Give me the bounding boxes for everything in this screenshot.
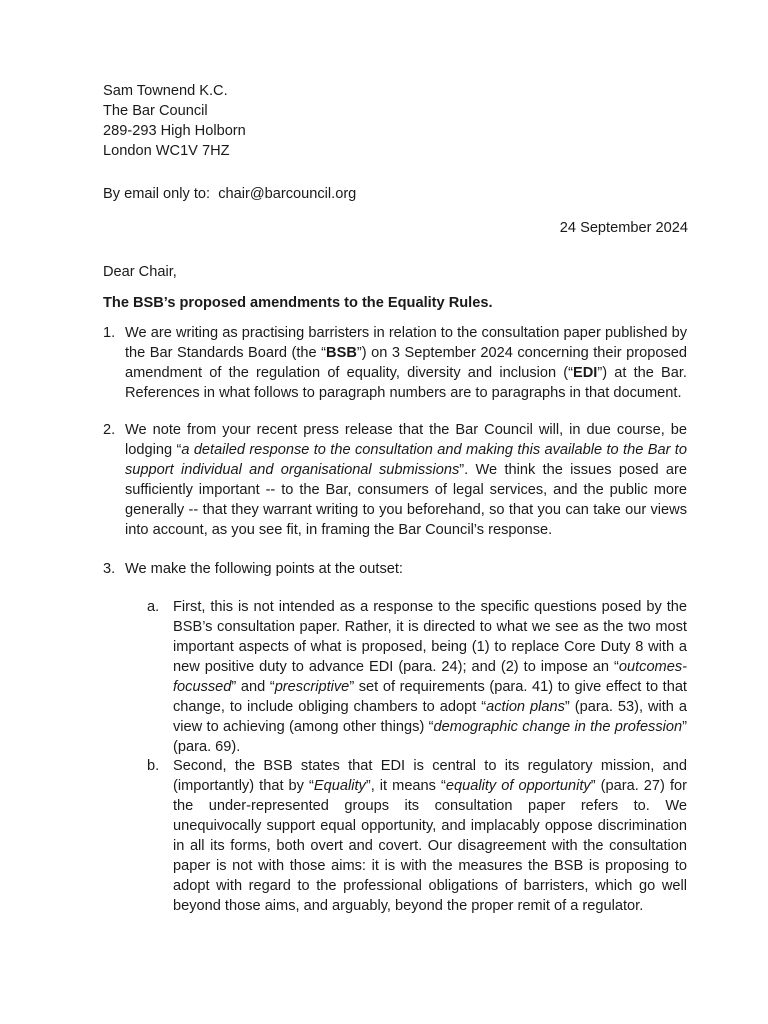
recipient-street: 289-293 High Holborn: [103, 123, 246, 139]
subpoint-b: [147, 756, 687, 916]
text-run: First, this is not intended as a response to the specific questions posed by the BSB’s consultation paper. Rather, it is directed to what we see as the two most important aspects of what is proposed, being (1) to replace Core Duty 8 with a new positive duty to advance EDI (para. 24); and (2) to impose an “: [173, 599, 687, 675]
paragraph-number: 1.: [103, 325, 116, 341]
salutation: Dear Chair,: [103, 264, 177, 280]
text-run: ” (para. 53), with a view to achieving (among other things) “: [173, 699, 688, 735]
paragraph-1: [103, 323, 687, 403]
text-run: ”. We think the issues posed are sufficiently important -- to the Bar, consumers of legal services, and the public more generally -- that they warrant writing to you beforehand, so that you can take our views into account, as you see fit, in framing the Bar Council’s response.: [125, 462, 688, 538]
paragraph-2: [103, 420, 687, 540]
paragraph-3: [103, 559, 687, 579]
paragraph-text: [125, 323, 687, 403]
italic-quote: prescriptive: [274, 679, 350, 695]
text-run: ”, it means “: [365, 778, 446, 794]
text-run: ” set of requirements (para. 41) to give effect to that change, to include obliging chambers to adopt “: [173, 679, 687, 715]
text-run: ” (para. 69).: [173, 719, 687, 755]
recipient-name: Sam Townend K.C.: [103, 83, 228, 99]
recipient-city: London WC1V 7HZ: [103, 143, 230, 159]
email-line: [103, 184, 663, 204]
subpoint-text: [173, 597, 687, 757]
letter-date: 24 September 2024: [559, 220, 688, 236]
italic-quote: outcomes-focussed: [173, 659, 687, 695]
quoted-press-release: a detailed response to the consultation and making this available to the Bar to support individual and organisational submissions: [125, 442, 687, 478]
italic-quote: demographic change in the profession: [433, 719, 683, 735]
subpoint-a: [147, 597, 687, 757]
italic-quote: equality of opportunity: [445, 778, 591, 794]
recipient-organisation: The Bar Council: [103, 103, 208, 119]
text-run: We are writing as practising barristers in relation to the consultation paper published by the Bar Standards Board (the “: [125, 325, 687, 361]
text-run: We note from your recent press release that the Bar Council will, in due course, be lodging “: [125, 422, 687, 458]
bold-term-edi: EDI: [573, 365, 598, 381]
text-run: ”) at the Bar. References in what follows to paragraph numbers are to paragraphs in that document.: [125, 365, 687, 401]
subpoint-text: [173, 756, 687, 916]
subpoint-number: a.: [147, 599, 160, 615]
subject-heading: The BSB’s proposed amendments to the Equality Rules.: [103, 295, 493, 311]
subpoint-number: b.: [147, 758, 160, 774]
email-prefix: By email only to:: [103, 186, 211, 202]
italic-quote: action plans: [486, 699, 565, 715]
email-address: chair@barcouncil.org: [218, 186, 357, 202]
text-run: Second, the BSB states that EDI is central to its regulatory mission, and (importantly) that by “: [173, 758, 687, 794]
text-run: ” and “: [231, 679, 275, 695]
text-run: ”) on 3 September 2024 concerning their proposed amendment of the regulation of equality, diversity and inclusion (“: [125, 345, 687, 381]
bold-term-bsb: BSB: [326, 345, 357, 361]
paragraph-text: We make the following points at the outset:: [125, 561, 403, 577]
paragraph-number: 3.: [103, 561, 116, 577]
paragraph-number: 2.: [103, 422, 116, 438]
text-run: ” (para. 27) for the under-represented groups its consultation paper refers to. We unequivocally support equal opportunity, and implacably oppose discrimination in all its forms, both overt and covert. Our disagreement with the consultation paper is not with those aims: it is with the measures the BSB is proposing to adopt with regard to the professional obligations of barristers, which go well beyond those aims, and arguably, beyond the proper remit of a regulator.: [173, 778, 687, 914]
italic-quote: Equality: [313, 778, 366, 794]
paragraph-text: [125, 420, 687, 540]
recipient-address: [103, 81, 503, 161]
